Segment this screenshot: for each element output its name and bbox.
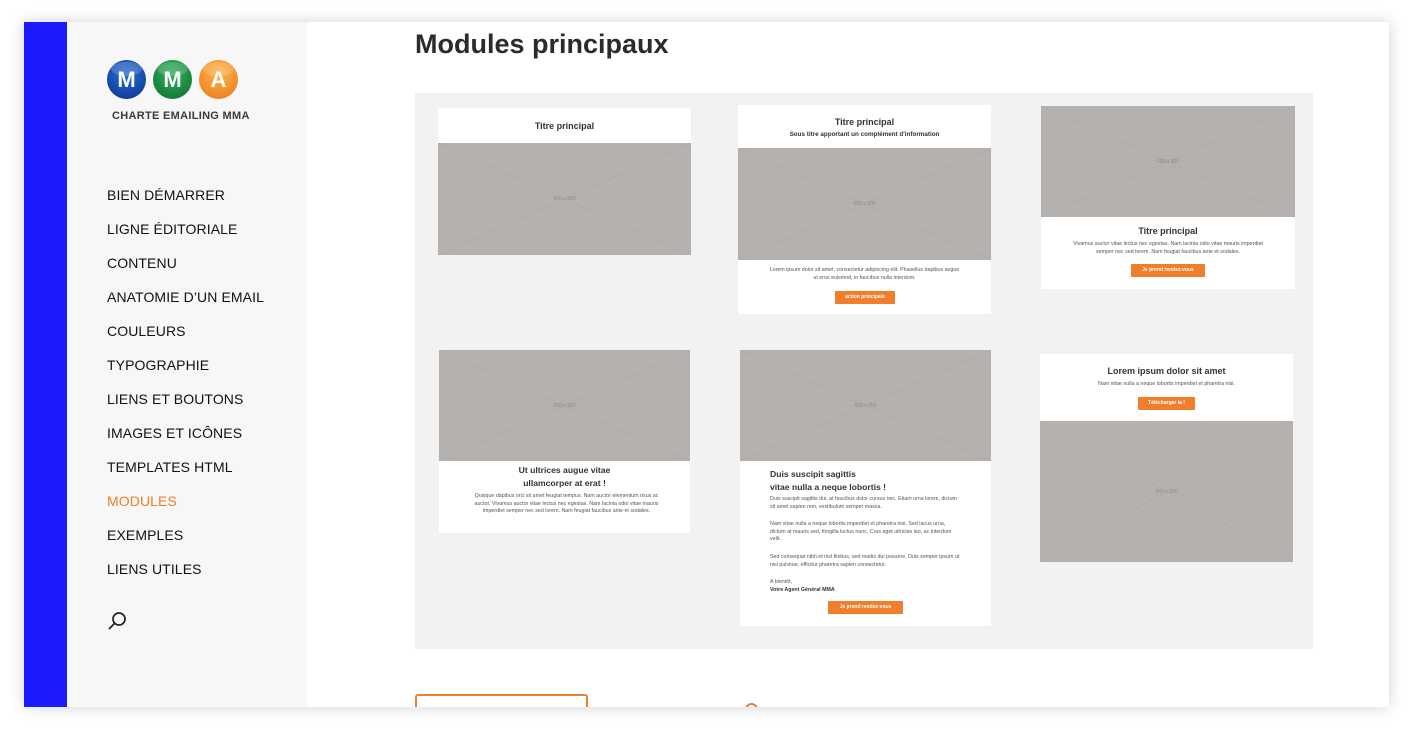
app-window	[24, 22, 1389, 707]
image-placeholder	[1040, 421, 1293, 562]
page-title: Modules principaux	[415, 29, 669, 59]
prendre-rendez-vous-button[interactable]: Je prend rendez-vous	[828, 601, 903, 614]
action-principale-button[interactable]: action principale	[835, 291, 895, 304]
nav-item-anatomie-email[interactable]: ANATOMIE D’UN EMAIL	[107, 289, 264, 305]
module-card-3[interactable]	[1041, 106, 1295, 289]
image-placeholder	[439, 350, 690, 461]
nav-item-bien-demarrer[interactable]: BIEN DÉMARRER	[107, 187, 225, 203]
nav-item-ligne-editoriale[interactable]: LIGNE ÉDITORIALE	[107, 221, 238, 237]
placeholder-dimensions: 660 x 300	[1157, 158, 1179, 165]
module-1-title: Titre principal	[534, 121, 595, 131]
module-4-title-line1: Ut ultrices augue vitae	[518, 465, 611, 475]
placeholder-dimensions: 660 x 300	[853, 201, 876, 207]
module-3-title: Titre principal	[1138, 226, 1198, 236]
module-5-title-line1: Duis suscipit sagittis	[770, 469, 856, 479]
image-placeholder	[1041, 106, 1295, 217]
telecharger-button[interactable]: Télécharger la !	[1138, 397, 1195, 410]
placeholder-dimensions: 660 x 300	[1155, 488, 1178, 495]
prendre-rendez-vous-button[interactable]: Je prend rendez-vous	[1131, 264, 1205, 277]
image-placeholder	[738, 148, 991, 260]
logo-caption: CHARTE EMAILING MMA	[112, 110, 250, 122]
placeholder-dimensions: 660 x 300	[553, 196, 576, 202]
module-5-signature: Votre Agent Général MMA	[770, 587, 835, 593]
module-card-5[interactable]	[740, 350, 991, 626]
module-5-para2: Nam vitae nulla a neque lobortis imperdiet et pharetra nisi. Sed lacus urna, dictum at mauris sed, fringilla luctus nunc. Cras eget ultricies leo, ac interdum velit.	[770, 521, 952, 543]
module-5-para3: Sed consequat nibh et nisl finibus, sed mattis dui posuere. Duis semper ipsum ut nisi pulvinar, efficitur pharetra sapien consectetur.	[770, 554, 960, 568]
module-card-1[interactable]	[438, 108, 691, 255]
module-5-greeting: A bientôt,	[770, 579, 793, 585]
module-card-6[interactable]	[1040, 354, 1293, 562]
logo-circle-a-orange: A	[199, 60, 238, 99]
logo-circles	[107, 60, 257, 99]
sidebar	[67, 22, 307, 707]
module-6-text: Nam vitae nulla a neque lobortis imperdiet et pharetra nisi.	[1098, 381, 1235, 387]
module-4-title-line2: ullamcorper at erat !	[523, 478, 606, 488]
nav-item-couleurs[interactable]: COULEURS	[107, 323, 186, 339]
nav-item-contenu[interactable]: CONTENU	[107, 255, 177, 271]
modules-gallery	[415, 93, 1313, 649]
module-3-text: Vivamus auctor vitae lectus nec egestas. Nam lacinia odio vitae mauris imperdiet semper nec sed lorem. Nam feugiat faucibus ante et sodales.	[1073, 241, 1263, 255]
logo-circle-m-green: M	[153, 60, 192, 99]
module-2-text: Lorem ipsum dolor sit amet, consectetur adipiscing elit. Phasellus dapibus augue ut eros euismod, in faucibus nulla interdum.	[769, 267, 960, 281]
module-4-text: Quisque dapibus orci sit amet feugiat tempus. Nam auctor elementum risus ac auctor. Vivamus auctor vitae lectus nec egestas. Nam lacinia odio vitae mauris imperdiet semper nec sed lorem. Nam feugiat faucibus ante et sodales.	[474, 493, 659, 515]
module-6-title: Lorem ipsum dolor sit amet	[1107, 366, 1226, 376]
nav-item-modules[interactable]: MODULES	[107, 493, 177, 509]
nav-item-typographie[interactable]: TYPOGRAPHIE	[107, 357, 210, 373]
placeholder-dimensions: 660 x 300	[854, 402, 877, 409]
nav-item-images-icones[interactable]: IMAGES ET ICÔNES	[107, 425, 243, 441]
download-outline-button[interactable]	[415, 694, 588, 707]
module-2-title: Titre principal	[834, 117, 895, 127]
image-placeholder	[740, 350, 991, 461]
search-icon[interactable]	[107, 610, 129, 632]
nav-item-liens-boutons[interactable]: LIENS ET BOUTONS	[107, 391, 244, 407]
module-5-para1: Duis suscipit sagittis dui, at faucibus dolor cursus nec. Etiam urna lorem, dictum sit amet sapien non, vestibulum semper massa.	[770, 496, 957, 510]
mma-logo[interactable]	[107, 60, 257, 122]
nav-item-exemples[interactable]: EXEMPLES	[107, 527, 184, 543]
info-icon	[745, 703, 758, 707]
main-content	[307, 22, 1389, 707]
help-link[interactable]	[745, 703, 758, 707]
logo-circle-m-blue: M	[107, 60, 146, 99]
module-2-subtitle: Sous titre apportant un complément d'information	[789, 131, 940, 138]
module-5-title-line2: vitae nulla a neque lobortis !	[770, 482, 887, 492]
module-card-2[interactable]	[738, 105, 991, 314]
module-card-4[interactable]	[439, 350, 690, 533]
placeholder-dimensions: 660 x 300	[553, 402, 576, 409]
sidebar-nav	[107, 185, 264, 593]
nav-item-templates-html[interactable]: TEMPLATES HTML	[107, 459, 233, 475]
brand-color-bar	[24, 22, 67, 707]
nav-item-liens-utiles[interactable]: LIENS UTILES	[107, 561, 202, 577]
image-placeholder	[438, 143, 691, 255]
